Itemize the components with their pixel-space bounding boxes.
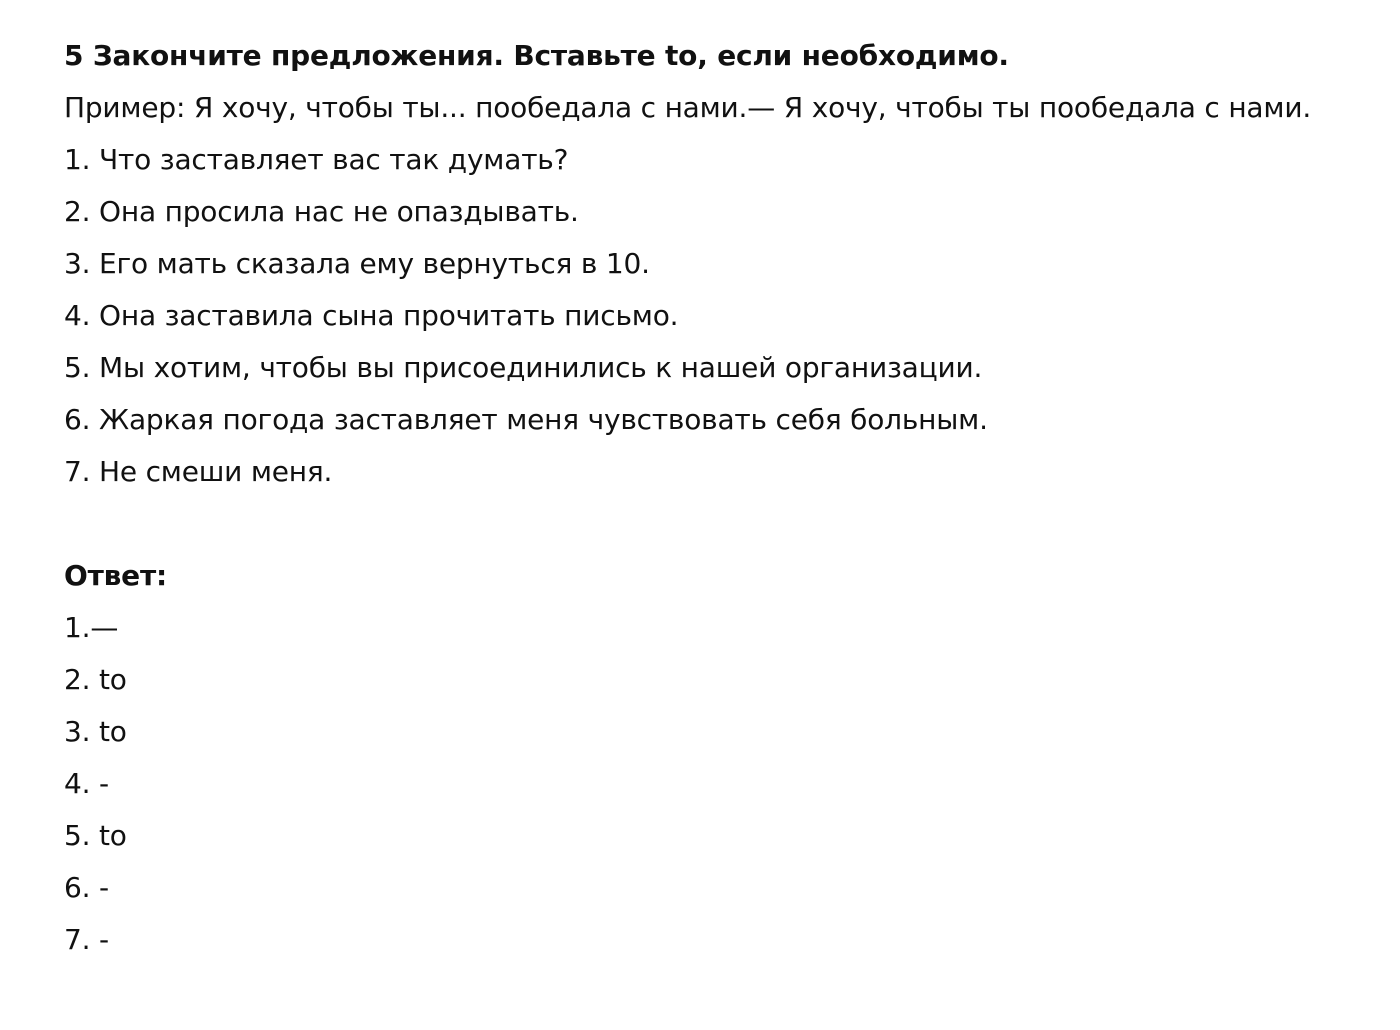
answer-item: 6. -	[64, 871, 109, 904]
answer-item: 5. to	[64, 819, 127, 852]
task-title: 5 Закончите предложения. Вставьте to, если необходимо.	[64, 39, 1009, 72]
task-item: 2. Она просила нас не опаздывать.	[64, 195, 579, 228]
answer-item: 3. to	[64, 715, 127, 748]
task-item: 6. Жаркая погода заставляет меня чувствовать себя больным.	[64, 403, 988, 436]
answer-item: 4. -	[64, 767, 109, 800]
task-item: 7. Не смеши меня.	[64, 455, 333, 488]
answer-heading: Ответ:	[64, 559, 167, 592]
task-item: 4. Она заставила сына прочитать письмо.	[64, 299, 679, 332]
task-item: 3. Его мать сказала ему вернуться в 10.	[64, 247, 650, 280]
answer-item: 7. -	[64, 923, 109, 956]
task-item: 1. Что заставляет вас так думать?	[64, 143, 569, 176]
document	[64, 30, 1364, 966]
task-items-list	[64, 134, 1364, 498]
answer-items-list	[64, 602, 1364, 966]
task-item: 5. Мы хотим, чтобы вы присоединились к нашей организации.	[64, 351, 983, 384]
section-spacer	[64, 498, 1364, 550]
answer-item: 1.—	[64, 611, 119, 644]
task-example: Пример: Я хочу, чтобы ты... пообедала с нами.— Я хочу, чтобы ты пообедала с нами.	[64, 91, 1312, 124]
answer-item: 2. to	[64, 663, 127, 696]
